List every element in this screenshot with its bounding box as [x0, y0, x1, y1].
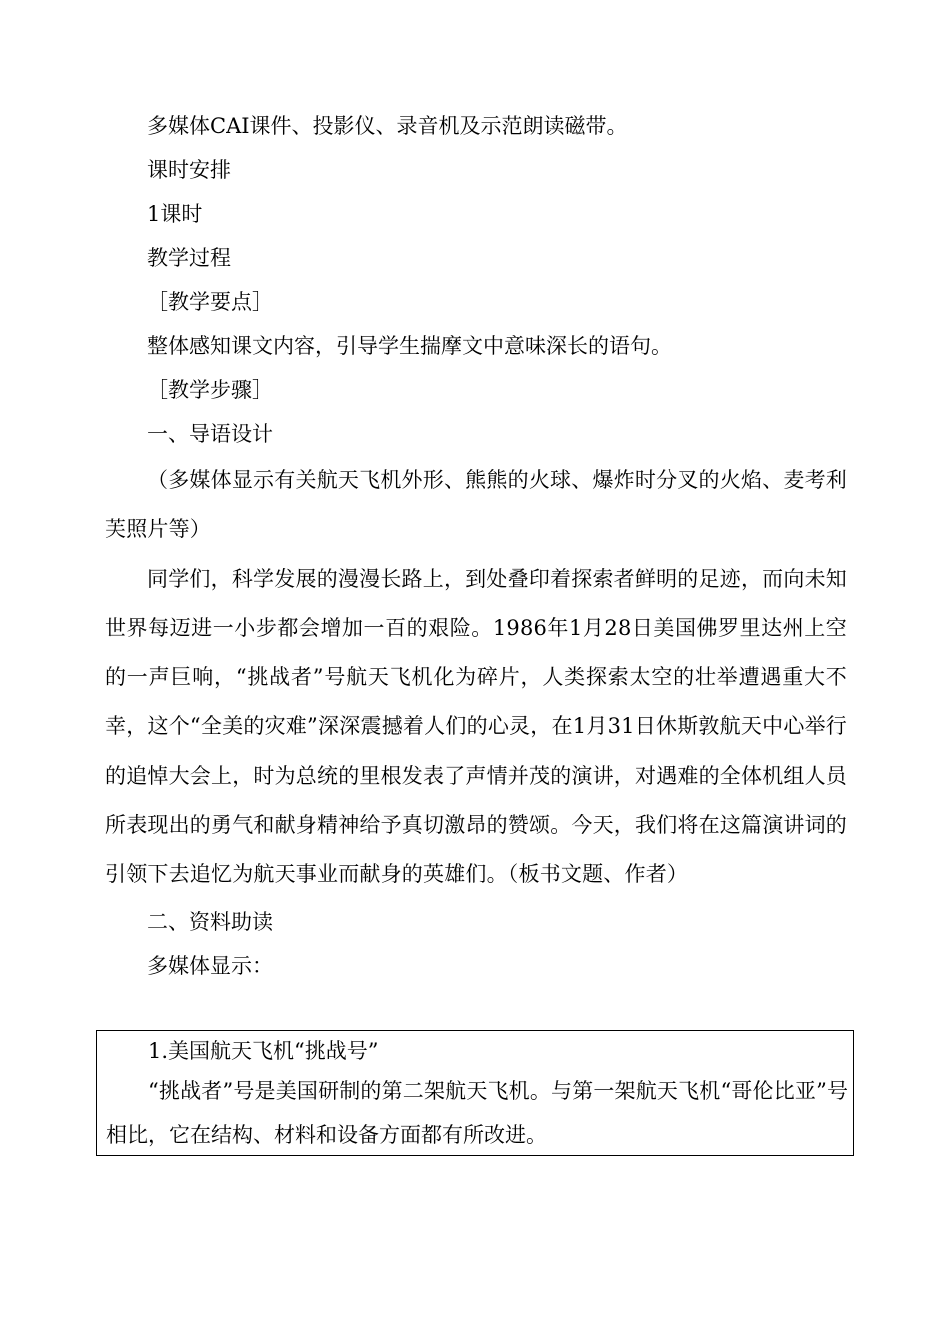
info-box-body: “挑战者”号是美国研制的第二架航天飞机。与第一架航天飞机“哥伦比亚”号相比，它在结构、材料和设备方面都有所改进。 [106, 1079, 848, 1147]
document-body [105, 104, 847, 988]
section-one-heading: 一、导语设计 [147, 422, 273, 446]
info-box-content [106, 1033, 848, 1157]
schedule-heading: 课时安排 [147, 158, 231, 182]
media-display-label: 多媒体显示： [147, 953, 273, 978]
steps-heading: ［教学步骤］ [147, 378, 273, 402]
section-two-heading: 二、资料助读 [147, 909, 273, 934]
info-box [96, 1030, 854, 1156]
info-box-title: 1.美国航天飞机“挑战号” [148, 1039, 379, 1063]
process-heading: 教学过程 [147, 246, 231, 270]
key-points-text: 整体感知课文内容，引导学生揣摩文中意味深长的语句。 [147, 334, 672, 358]
materials-line: 多媒体CAI课件、投影仪、录音机及示范朗读磁带。 [147, 114, 628, 138]
key-points-heading: ［教学要点］ [147, 290, 273, 314]
schedule-value: 1课时 [147, 202, 203, 226]
media-note-paragraph: （多媒体显示有关航天飞机外形、熊熊的火球、爆炸时分叉的火焰、麦考利芙照片等） [105, 468, 847, 542]
intro-paragraph: 同学们，科学发展的漫漫长路上，到处叠印着探索者鲜明的足迹，而向未知世界每迈进一小步都会增加一百的艰险。1986年1月28日美国佛罗里达州上空的一声巨响，“挑战者”号航天飞机化为碎片，人类探索太空的壮举遭遇重大不幸，这个“全美的灾难”深深震撼着人们的心灵，在1月31日休斯敦航天中心举行的追悼大会上，时为总统的里根发表了声情并茂的演讲，对遇难的全体机组人员所表现出的勇气和献身精神给予真切激昂的赞颂。今天，我们将在这篇演讲词的引领下去追忆为航天事业而献身的英雄们。（板书文题、作者） [105, 566, 847, 887]
